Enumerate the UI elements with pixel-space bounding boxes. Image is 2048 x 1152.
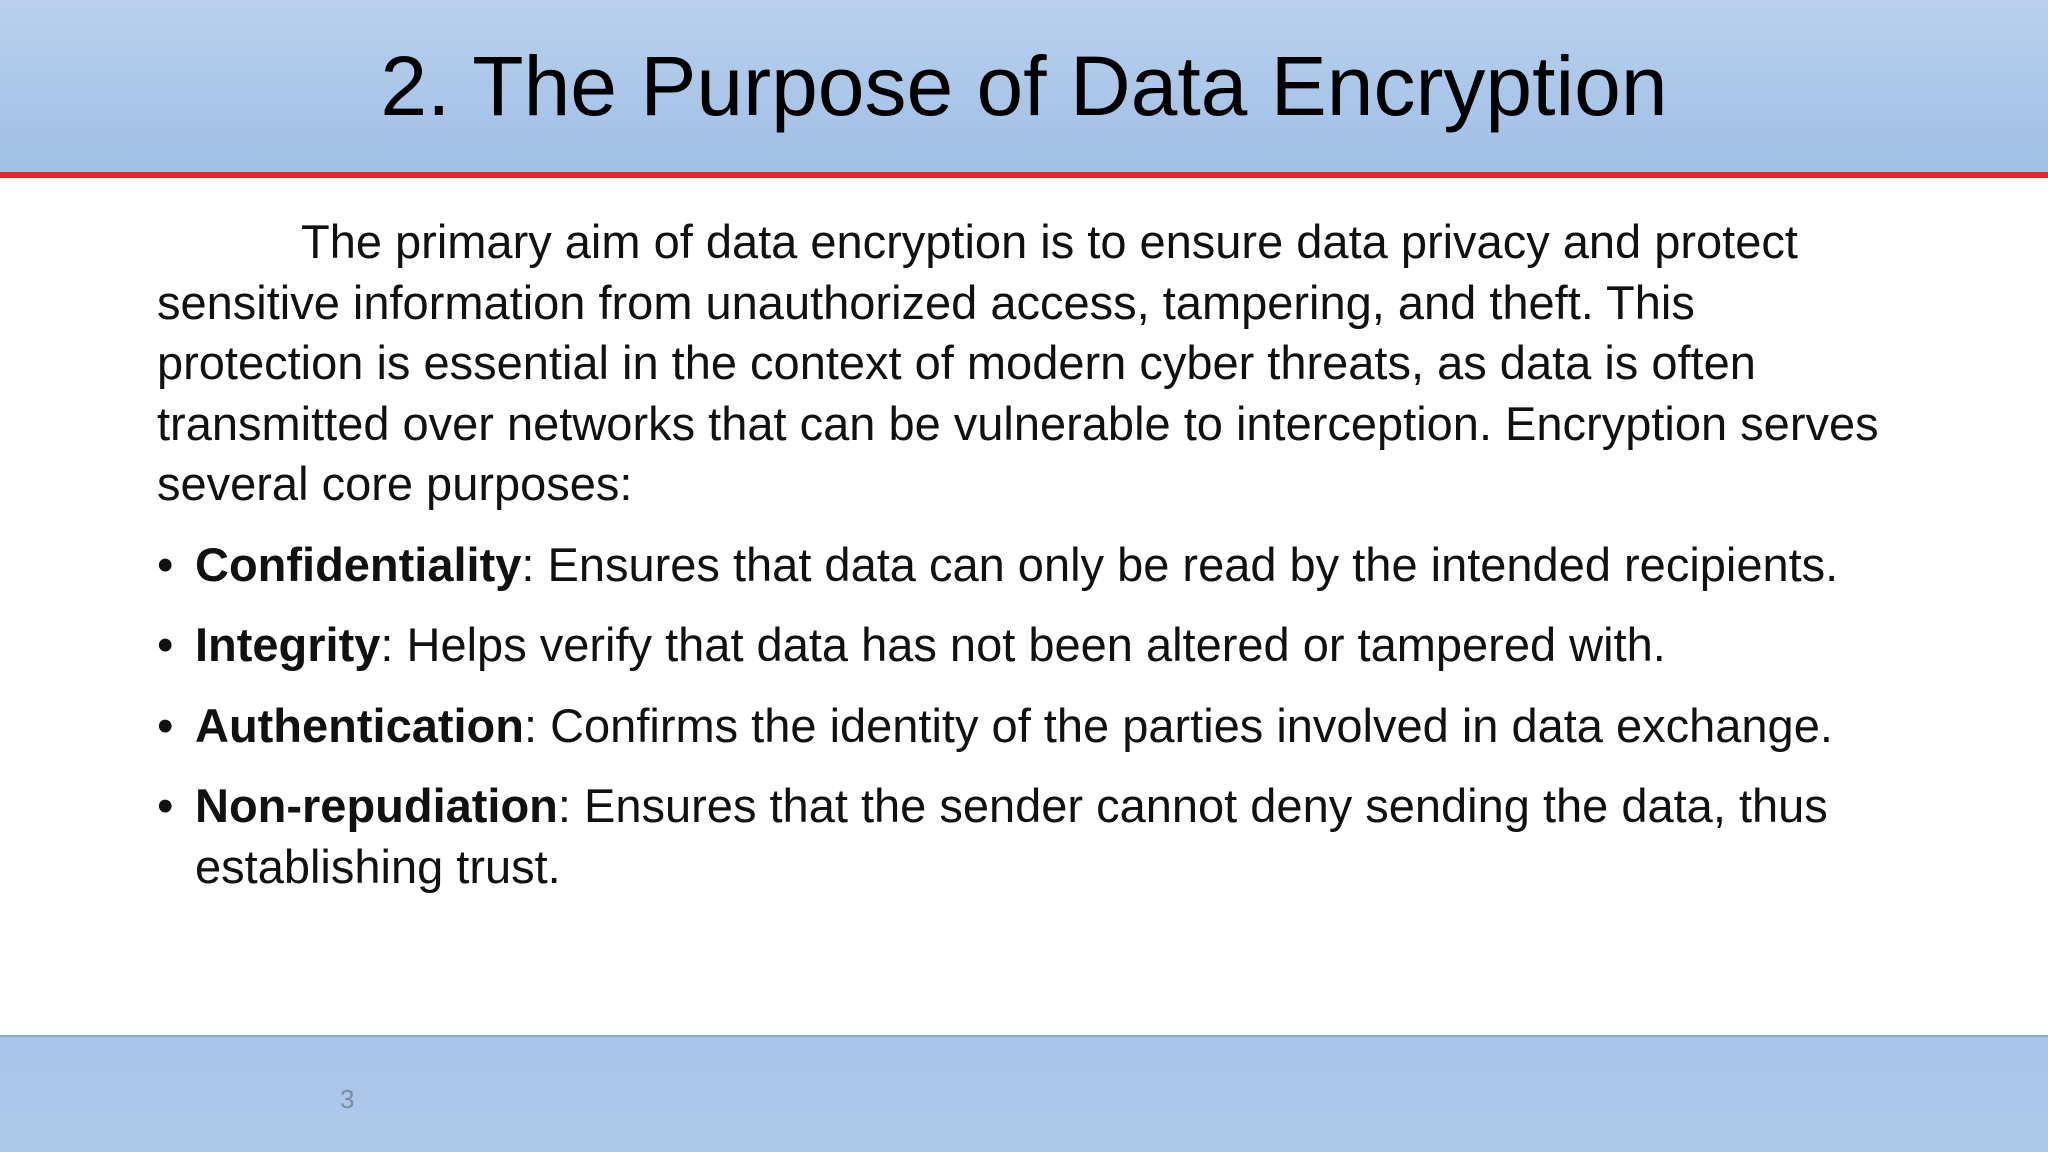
bullet-icon: •	[157, 779, 174, 832]
list-item-term: Integrity	[195, 618, 381, 671]
slide-body	[157, 212, 1897, 917]
slide-title: 2. The Purpose of Data Encryption	[380, 39, 1668, 133]
list-item-term: Authentication	[195, 698, 524, 752]
bullet-icon: •	[157, 698, 174, 752]
list-item-confidentiality	[157, 535, 1897, 596]
page-number: 3	[340, 1084, 355, 1114]
bullet-icon: •	[157, 537, 174, 591]
bullet-icon: •	[157, 618, 174, 671]
list-item-authentication	[157, 696, 1897, 757]
list-item-text: : Ensures that the sender cannot deny sending the data, thus establishing trust.	[195, 779, 1828, 893]
list-item-text: : Ensures that data can only be read by the intended recipients.	[521, 537, 1839, 591]
list-item-text: : Helps verify that data has not been altered or tampered with.	[380, 618, 1666, 671]
title-divider-line	[0, 172, 2048, 178]
footer-banner	[0, 1035, 2048, 1152]
list-item-integrity	[157, 615, 1897, 676]
list-item-term: Non-repudiation	[195, 779, 558, 832]
purpose-list	[157, 535, 1897, 898]
list-item-non-repudiation	[157, 776, 1897, 897]
list-item-text: : Confirms the identity of the parties involved in data exchange.	[523, 698, 1833, 752]
list-item-term: Confidentiality	[195, 537, 522, 591]
intro-paragraph: The primary aim of data encryption is to ensure data privacy and protect sensitive information from unauthorized access, tampering, and theft. This protection is essential in the context of modern cyber threats, as data is often transmitted over networks that can be vulnerable to interception. Encryption serves several core purposes:	[157, 215, 1879, 510]
